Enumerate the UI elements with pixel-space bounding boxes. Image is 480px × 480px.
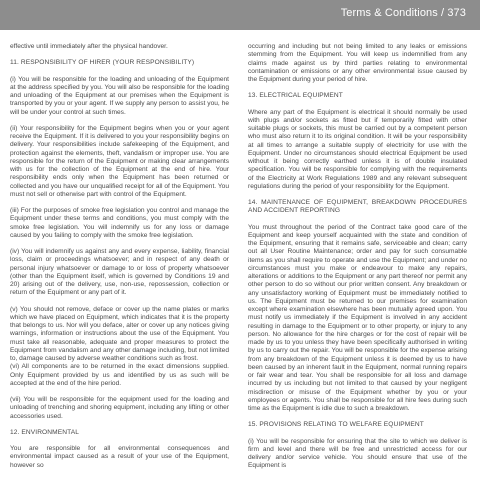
paragraph: (ii) Your responsibility for the Equipment begins when you or your agent receive the Equipment. If it is delivered to you your responsibility begins on delivery. Your responsibilities include safekeeping of the Equipment, and protection against the elements, theft, vandalism or improper use. You are responsible for the return of the Equipment or making clear arrangements with us for the collection of the Equipment at the end of hire. Your responsibility ends only when the Equipment has been returned or collected and you have our unqualified receipt for all of the Equipment. You must not sell or otherwise part with control of the Equipment.: [10, 124, 229, 198]
right-column: [248, 43, 467, 479]
paragraph: (i) You will be responsible for ensuring that the site to which we deliver is firm and level and there will be free and unrestricted access for our delivery and/or service vehicle. You should ensure that use of the Equipment is: [248, 437, 467, 470]
paragraph: (v) You should not remove, deface or cover up the name plates or marks which we have placed on Equipment, which indicates that it is the property that belongs to us. Nor will you deface, alter or cover up any notices giving warnings, information or instructions about the use of the Equipment. You must take all reasonable, adequate and proper measures to protect the Equipment from vandalism and any other damage including, but not limited to, damage caused by adverse weather conditions such as frost.: [10, 305, 229, 362]
paragraph: (vii) You will be responsible for the equipment used for the loading and unloading of trenching and shoring equipment, including any lifting or other accessories used.: [10, 396, 229, 420]
page-title: Terms & Conditions / 373: [340, 7, 466, 19]
section-heading: 12. ENVIRONMENTAL: [10, 428, 79, 436]
paragraph: You must throughout the period of the Contract take good care of the Equipment and keep yourself acquainted with the state and condition of the Equipment, ensuring that it remains safe, serviceable and clean; carry out all User Routine Maintenance; order and pay for such consumable items as you shall require to operate and use the Equipment; and under no circumstances must you make or endeavour to make any repairs, alterations or additions to the Equipment or any part thereof nor permit any other person to do so without our prior written consent. Any breakdown or any unsatisfactory working of Equipment must be immediately notified to us. The Equipment must be returned to our premises for examination except where examination elsewhere has been mutually agreed upon. You must notify us immediately if the Equipment is involved in any accident resulting in damage to the Equipment or to other property, or injury to any person. No allowance for the hire charges or for the cost of repair will be made by us to you unless they have been specifically authorised in writing by us to carry out the repair. You will be responsible for the expense arising from any breakdown of the Equipment unless it is deemed by us to have been caused by an inherent fault in the Equipment, normal running repairs or fair wear and tear. You shall be responsible for all loss and damage incurred by us including but not limited to that caused by your negligent misdirection or misuse of the Equipment whether by you or your employees or agents. You shall be responsible for all hire fees during such time as the Equipment is idle due to such a breakdown.: [248, 223, 467, 412]
paragraph: (vi) All components are to be returned in the exact dimensions supplied. Only Equipment provided by us and identified by us as such will be accepted at the end of the hire period.: [10, 363, 229, 387]
section-heading: 11. RESPONSIBILITY OF HIRER (YOUR RESPONSIBILITY): [10, 59, 195, 67]
paragraph: Where any part of the Equipment is electrical it should normally be used with plugs and/or sockets as fitted but if temporarily fitted with other suitable plugs or sockets, this must be carried out by a competent person who must also return it to its original condition. It will be your responsibility at all times to arrange a suitable supply of electricity for use with the Equipment. Under no circumstances should electrical Equipment be used without it being correctly earthed unless it is of double insulated specification. You will be responsible for complying with the requirements of the Electricity at Work Regulations 1989 and any relevant subsequent regulations during the period of your responsibility for the Equipment.: [248, 108, 467, 190]
section-heading: 13. ELECTRICAL EQUIPMENT: [248, 92, 343, 100]
paragraph: You are responsible for all environmental consequences and environmental impact caused as a result of your use of the Equipment, however so: [10, 445, 229, 469]
paragraph: occurring and including but not being limited to any leaks or emissions stemming from the Equipment. You will keep us indemnified from any claims made against us by third parties relating to environmental contamination or emissions or any other environmental issue caused by the Equipment during your period of hire.: [248, 43, 467, 83]
paragraph: (iii) For the purposes of smoke free legislation you control and manage the Equipment under these terms and conditions, you must comply with the smoke free legislation. You will indemnify us for any loss or damage caused by you failing to comply with the smoke free legislation.: [10, 207, 229, 239]
header-bar: [0, 0, 480, 30]
section-heading: 14. MAINTENANCE OF EQUIPMENT, BREAKDOWN PROCEDURES AND ACCIDENT REPORTING: [248, 199, 467, 215]
paragraph: effective until immediately after the physical handover.: [10, 43, 168, 50]
paragraph: (i) You will be responsible for the loading and unloading of the Equipment at the address specified by you. You will also be responsible for the loading and unloading of the Equipment at our premises when the Equipment is transported by you or your agent. If we supply any person to assist you, he will be under your control at such times.: [10, 75, 229, 116]
section-heading: 15. PROVISIONS RELATING TO WELFARE EQUIPMENT: [248, 421, 424, 429]
paragraph: (iv) You will indemnify us against any and every expense, liability, financial loss, claim or proceedings whatsoever; and in respect of any death or personal injury whatsoever or damage to or loss of property whatsoever (other than the Equipment itself, which is governed by Conditions 19 and 20) arising out of the delivery, use, non-use, repossession, collection or return of the Equipment or any part of it.: [10, 248, 229, 297]
left-column: [10, 43, 229, 478]
